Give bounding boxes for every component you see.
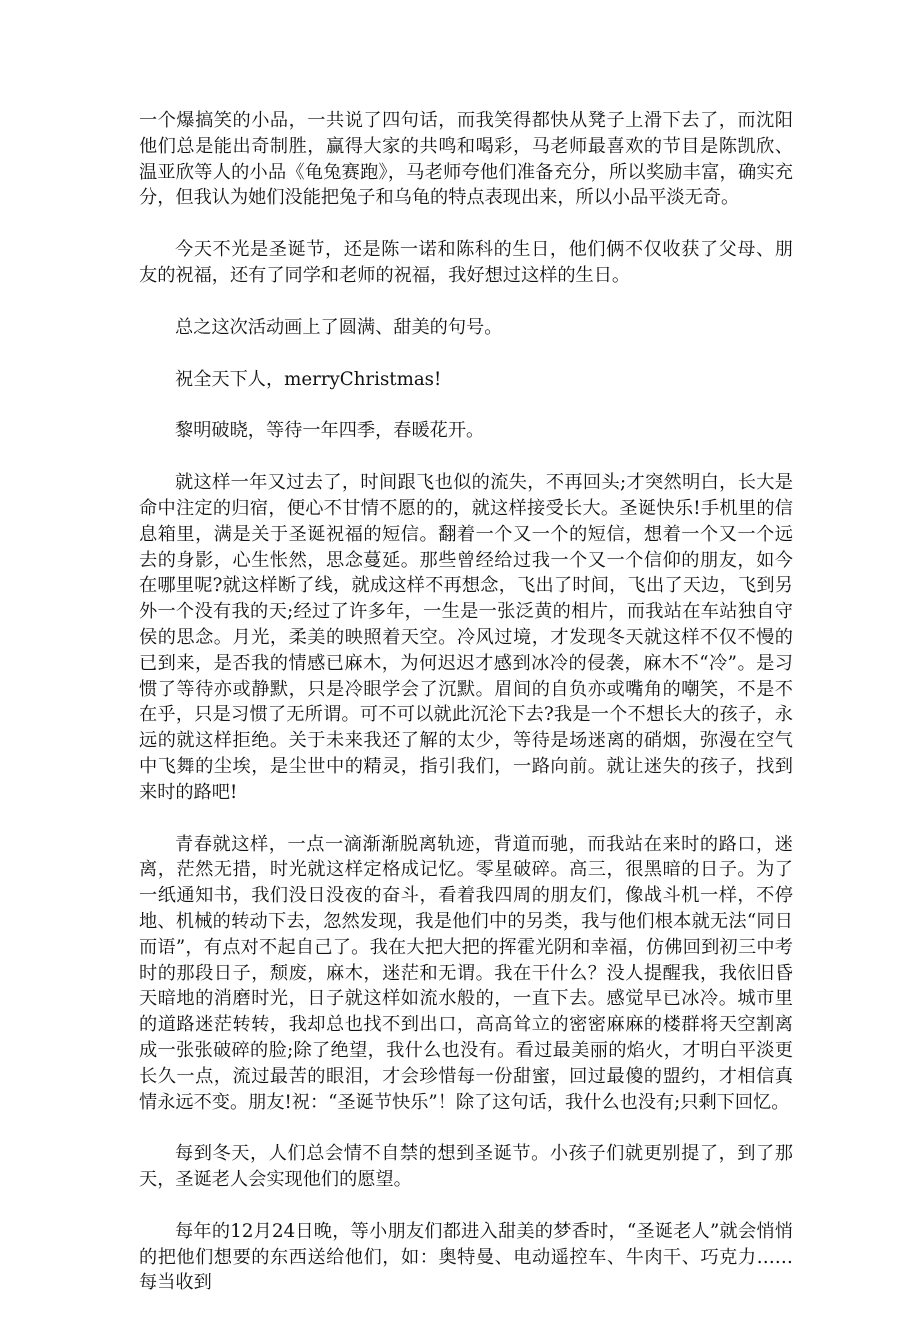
paragraph-birthday: 今天不光是圣诞节，还是陈一诺和陈科的生日，他们俩不仅收获了父母、朋友的祝福，还有了同学和老师的祝福，我好想过这样的生日。 bbox=[139, 239, 793, 286]
paragraph-christmas-eve: 每年的12月24日晚，等小朋友们都进入甜美的梦香时，“圣诞老人”就会悄悄的把他们想要的东西送给他们，如：奥特曼、电动遥控车、牛肉干、巧克力……每当收到 bbox=[139, 1220, 793, 1294]
paragraph-another-year: 就这样一年又过去了，时间跟飞也似的流失，不再回头;才突然明白，长大是命中注定的归宿，便心不甘情不愿的的，就这样接受长大。圣诞快乐!手机里的信息箱里，满是关于圣诞祝福的短信。翻着一个又一个的短信，想着一个又一个远去的身影，心生怅然，思念蔓延。那些曾经给过我一个又一个信仰的朋友，如今在哪里呢?就这样断了线，就成这样不再想念，飞出了时间，飞出了天边，飞到另外一个没有我的天;经过了许多年，一生是一张泛黄的相片，而我站在车站独自守侯的思念。月光，柔美的映照着天空。冷风过境，才发现冬天就这样不仅不慢的已到来，是否我的情感已麻木，为何迟迟才感到冰冷的侵袭，麻木不“冷”。是习惯了等待亦或静默，只是冷眼学会了沉默。眉间的自负亦或嘴角的嘲笑，不是不在乎，只是习惯了无所谓。可不可以就此沉沦下去?我是一个不想长大的孩子，永远的就这样拒绝。关于未来我还了解的太少，等待是场迷离的硝烟，弥漫在空气中飞舞的尘埃，是尘世中的精灵，指引我们，一路向前。就让迷失的孩子，找到来时的路吧! bbox=[139, 472, 793, 803]
paragraph-skit-review: 一个爆搞笑的小品，一共说了四句话，而我笑得都快从凳子上滑下去了，而沈阳他们总是能出奇制胜，赢得大家的共鸣和喝彩，马老师最喜欢的节目是陈凯欣、温亚欣等人的小品《龟兔赛跑》，马老师夸他们准备充分，所以奖励丰富，确实充分，但我认为她们没能把兔子和乌龟的特点表现出来，所以小品平淡无奇。 bbox=[139, 110, 793, 209]
paragraph-youth: 青春就这样，一点一滴渐渐脱离轨迹，背道而驰，而我站在来时的路口，迷离，茫然无措，时光就这样定格成记忆。零星破碎。高三，很黑暗的日子。为了一纸通知书，我们没日没夜的奋斗，看着我四周的朋友们，像战斗机一样，不停地、机械的转动下去，忽然发现，我是他们中的另类，我与他们根本就无法“同日而语”，有点对不起自己了。我在大把大把的挥霍光阴和幸福，仿佛回到初三中考时的那段日子，颓废，麻木，迷茫和无谓。我在干什么？没人提醒我，我依旧昏天暗地的消磨时光，日子就这样如流水般的，一直下去。感觉早已冰冷。城市里的道路迷茫转转，我却总也找不到出口，高高耸立的密密麻麻的楼群将天空割离成一张张破碎的脸;除了绝望，我什么也没有。看过最美丽的焰火，才明白平淡更长久一点，流过最苦的眼泪，才会珍惜每一份甜蜜，回过最傻的盟约，才相信真情永远不变。朋友!祝：“圣诞节快乐”！除了这句话，我什么也没有;只剩下回忆。 bbox=[139, 833, 793, 1113]
paragraph-winter: 每到冬天，人们总会情不自禁的想到圣诞节。小孩子们就更别提了，到了那天，圣诞老人会实现他们的愿望。 bbox=[139, 1143, 793, 1191]
paragraph-greeting: 祝全天下人，merryChristmas! bbox=[175, 368, 442, 390]
document-body bbox=[139, 108, 793, 1322]
paragraph-dawn: 黎明破晓，等待一年四季，春暖花开。 bbox=[175, 420, 485, 442]
paragraph-conclusion: 总之这次活动画上了圆满、甜美的句号。 bbox=[175, 316, 503, 338]
